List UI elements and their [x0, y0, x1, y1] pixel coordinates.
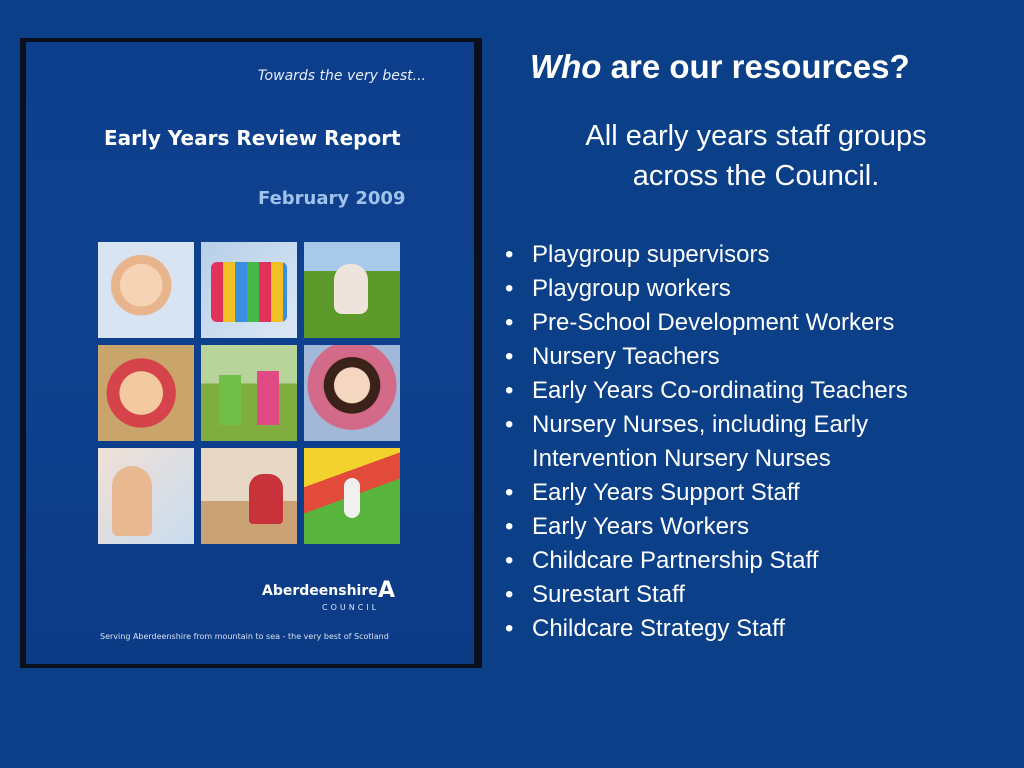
- bullet-icon: •: [505, 343, 514, 370]
- list-item: [505, 408, 908, 476]
- slide-title-italic: Who: [530, 48, 602, 85]
- staff-groups-list: [505, 238, 908, 646]
- list-item: [505, 612, 908, 646]
- bullet-icon: •: [505, 275, 514, 302]
- bullet-icon: •: [505, 377, 514, 404]
- report-cover-image: [20, 38, 482, 668]
- list-item: [505, 510, 908, 544]
- bullet-icon: •: [505, 309, 514, 336]
- cover-footer: Serving Aberdeenshire from mountain to sea - the very best of Scotland: [100, 632, 389, 641]
- bullet-icon: •: [505, 547, 514, 574]
- list-item-text: Playgroup workers: [532, 275, 731, 302]
- list-item-text: Early Years Workers: [532, 513, 749, 540]
- child-photo: [201, 448, 297, 544]
- child-photo: [201, 345, 297, 441]
- child-photo: [98, 345, 194, 441]
- list-item: [505, 544, 908, 578]
- intro-text: [530, 116, 982, 196]
- list-item: [505, 476, 908, 510]
- list-item: [505, 306, 908, 340]
- child-photo: [201, 242, 297, 338]
- child-photo: [98, 448, 194, 544]
- list-item-text: Playgroup supervisors: [532, 241, 770, 268]
- bullet-icon: •: [505, 411, 514, 438]
- report-cover: [26, 42, 474, 664]
- list-item-text: Pre-School Development Workers: [532, 309, 895, 336]
- bullet-icon: •: [505, 479, 514, 506]
- list-item-text: Early Years Co-ordinating Teachers: [532, 377, 908, 404]
- council-logo-subtitle: COUNCIL: [322, 603, 380, 612]
- cover-title: Early Years Review Report: [104, 126, 401, 150]
- list-item: [505, 272, 908, 306]
- intro-line-2: across the Council.: [632, 160, 880, 192]
- cover-date: February 2009: [258, 188, 406, 209]
- cover-tagline: Towards the very best...: [257, 68, 426, 84]
- list-item-text: Early Years Support Staff: [532, 479, 800, 506]
- council-logo-icon: A: [378, 578, 396, 603]
- list-item: [505, 374, 908, 408]
- list-item: [505, 340, 908, 374]
- bullet-icon: •: [505, 581, 514, 608]
- list-item-text: Childcare Strategy Staff: [532, 615, 786, 642]
- child-photo: [304, 242, 400, 338]
- slide-title-rest: are our resources?: [601, 48, 910, 85]
- children-photo-grid: [98, 242, 400, 547]
- list-item-text: Nursery Nurses, including Early Intervention Nursery Nurses: [532, 411, 869, 472]
- child-photo: [304, 448, 400, 544]
- child-photo: [98, 242, 194, 338]
- intro-line-1: All early years staff groups: [585, 120, 927, 152]
- bullet-icon: •: [505, 513, 514, 540]
- list-item-text: Surestart Staff: [532, 581, 685, 608]
- child-photo: [304, 345, 400, 441]
- list-item: [505, 578, 908, 612]
- bullet-icon: •: [505, 615, 514, 642]
- list-item: [505, 238, 908, 272]
- list-item-text: Nursery Teachers: [532, 343, 720, 370]
- list-item-text: Childcare Partnership Staff: [532, 547, 819, 574]
- council-logo-name: Aberdeenshire: [262, 583, 378, 599]
- bullet-icon: •: [505, 241, 514, 268]
- slide-title: [530, 48, 910, 86]
